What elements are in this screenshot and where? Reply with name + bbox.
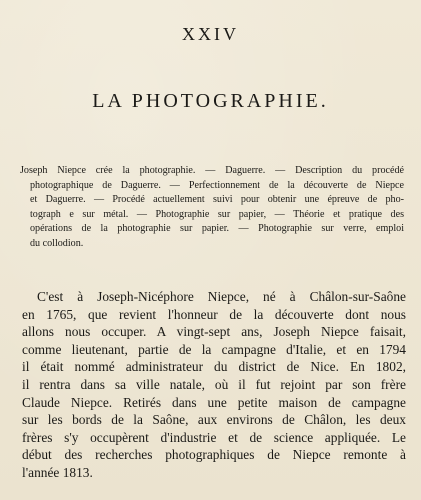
chapter-number: XXIV (182, 24, 239, 44)
summary-line: Joseph Niepce crée la photographie. — Daguerre. — Description du procédé (20, 165, 404, 176)
body-line: C'est à Joseph-Nicéphore Niepce, né à Châlon-sur-Saône (37, 289, 406, 304)
body-line: début des recherches photographiques de Niepce remonte à (22, 447, 406, 463)
body-line: il rentra dans sa ville natale, où il fut rejoint par son frère (22, 376, 406, 392)
summary-line: tograph e sur métal. — Photographie sur papier, — Théorie et pratique des (30, 208, 404, 220)
body-line: l'année 1813. (22, 464, 93, 480)
body-line: il était nommé administrateur du district de Nice. En 1802, (22, 359, 406, 375)
summary-line: et Daguerre. — Procédé actuellement suivi pour obtenir une épreuve de pho- (30, 194, 404, 206)
body-line: sur les bords de la Saône, aux environs de Châlon, les deux (22, 412, 406, 428)
chapter-title: LA PHOTOGRAPHIE. (92, 90, 329, 112)
body-line: allons nous occuper. A vingt-sept ans, Joseph Niepce faisait, (22, 324, 406, 340)
summary-line: du collodion. (30, 237, 84, 249)
body-paragraph (22, 288, 406, 482)
body-line: en 1765, que revient l'honneur de la découverte dont nous (22, 306, 406, 322)
chapter-summary (20, 164, 404, 252)
summary-line: opérations de la photographie sur papier. — Photographie sur verre, emploi (30, 223, 404, 235)
summary-line: photographique de Daguerre. — Perfectionnement de la découverte de Niepce (30, 179, 404, 191)
body-line: Claude Niepce. Retirés dans une petite maison de campagne (22, 394, 406, 410)
body-line: frères s'y occupèrent d'industrie et de science appliquée. Le (22, 429, 406, 445)
body-line: comme lieutenant, partie de la campagne d'Italie, et en 1794 (22, 341, 406, 357)
